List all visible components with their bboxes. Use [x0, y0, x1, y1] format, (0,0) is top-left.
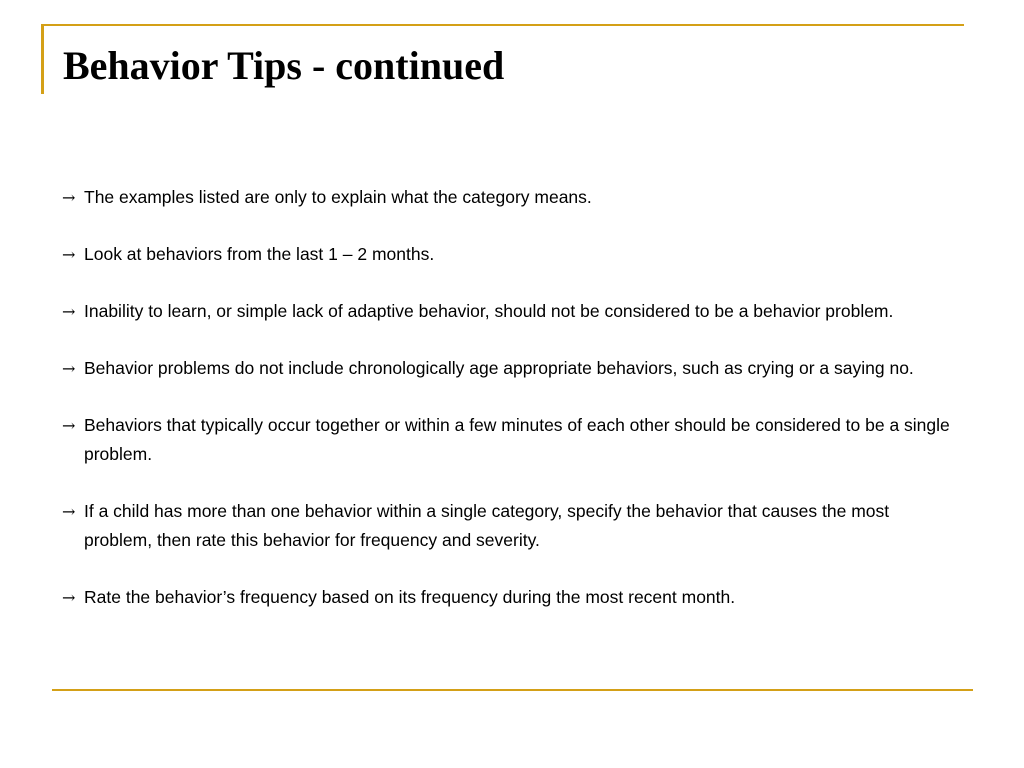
bullet-item	[62, 354, 962, 383]
bullet-list	[62, 183, 962, 640]
bullet-item	[62, 583, 962, 612]
right-arrow-icon: →	[62, 188, 76, 207]
bullet-text: The examples listed are only to explain what the category means.	[84, 187, 592, 207]
bullet-text: Inability to learn, or simple lack of adaptive behavior, should not be considered to be a behavior problem.	[84, 301, 894, 321]
bullet-item	[62, 497, 962, 555]
bullet-text: Look at behaviors from the last 1 – 2 months.	[84, 244, 435, 264]
slide-title: Behavior Tips - continued	[63, 43, 505, 88]
right-arrow-icon: →	[62, 416, 76, 435]
right-arrow-icon: →	[62, 588, 76, 607]
title-accent-vertical-line	[41, 24, 44, 94]
bullet-item	[62, 411, 962, 469]
right-arrow-icon: →	[62, 245, 76, 264]
bullet-text: Behavior problems do not include chronologically age appropriate behaviors, such as crying or a saying no.	[84, 358, 914, 378]
right-arrow-icon: →	[62, 502, 76, 521]
bullet-text: If a child has more than one behavior within a single category, specify the behavior that causes the most problem, then rate this behavior for frequency and severity.	[84, 501, 890, 550]
right-arrow-icon: →	[62, 359, 76, 378]
bottom-accent-line	[52, 689, 973, 691]
bullet-text: Rate the behavior’s frequency based on its frequency during the most recent month.	[84, 587, 736, 607]
bullet-text: Behaviors that typically occur together or within a few minutes of each other should be considered to be a single problem.	[84, 415, 950, 464]
bullet-item	[62, 297, 962, 326]
bullet-item	[62, 240, 962, 269]
title-accent-top-line	[41, 24, 964, 26]
right-arrow-icon: →	[62, 302, 76, 321]
bullet-item	[62, 183, 962, 212]
